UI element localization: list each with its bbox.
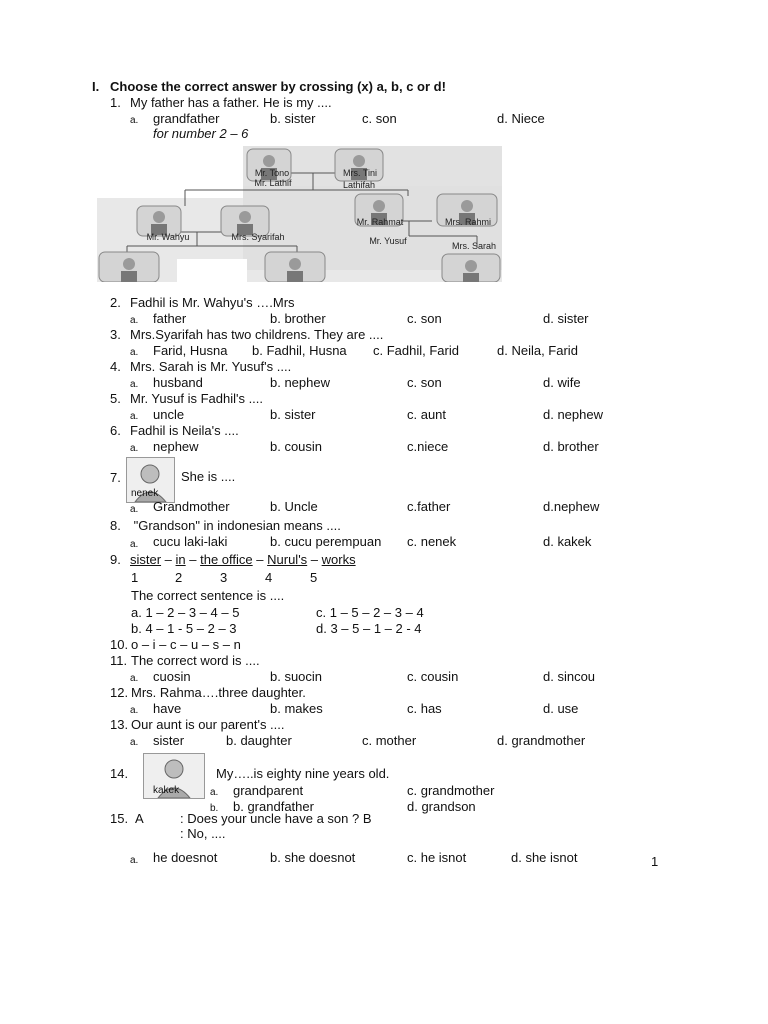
label-mrs-sarah: Mrs. Sarah [451,241,496,251]
q6-option-b: b. cousin [270,439,323,454]
label-lathifah: Lathifah [342,180,376,190]
q15-option-d: d. she isnot [511,850,578,865]
q9-option-a: a. 1 – 2 – 3 – 4 – 5 [131,605,240,620]
q9-option-d: d. 3 – 5 – 1 – 2 - 4 [316,621,422,636]
q9-word-4: Nurul's [267,552,308,567]
question-3-number: 3. [110,327,121,342]
q12-option-d: d. use [543,701,579,716]
q5-option-d: d. nephew [543,407,603,422]
question-2-number: 2. [110,295,121,310]
q12-option-a-letter: a. [130,705,139,716]
grandmother-picture [126,457,175,503]
q13-option-d: d. grandmother [497,733,586,748]
question-5-text: Mr. Yusuf is Fadhil's .... [130,391,264,406]
q14-option-a-letter: a. [210,787,219,798]
question-9-words: sister – in – the office – Nurul's – works [130,552,356,567]
question-7-text: She is .... [181,469,236,484]
q14-option-a: grandparent [233,783,304,798]
q15-option-a-letter: a. [130,855,139,866]
label-mr-wahyu: Mr. Wahyu [146,232,190,242]
page-number: 1 [651,854,659,869]
question-6-number: 6. [110,423,121,438]
q15-speaker-a: A [135,811,144,826]
tree-note: for number 2 – 6 [153,126,249,141]
q13-option-a: sister [153,733,185,748]
section-instruction: Choose the correct answer by crossing (x) a, b, c or d! [110,79,446,94]
q15-option-a: he doesnot [153,850,218,865]
q5-option-b: b. sister [270,407,316,422]
q11-option-b: b. suocin [270,669,323,684]
q9-word-3: the office [200,552,253,567]
q8-option-b: b. cucu perempuan [270,534,382,549]
q9-option-c: c. 1 – 5 – 2 – 3 – 4 [316,605,424,620]
q11-option-a: cuosin [153,669,191,684]
q5-option-a: uncle [153,407,185,422]
question-8-number: 8. [110,518,121,533]
q9-number-3: 3 [220,570,228,585]
q9-word-2: in [175,552,186,567]
q3-option-b: b. Fadhil, Husna [252,343,347,358]
q4-option-a: husband [153,375,203,390]
q8-option-a-letter: a. [130,539,139,550]
q11-option-a-letter: a. [130,673,139,684]
question-4-text: Mrs. Sarah is Mr. Yusuf's .... [130,359,292,374]
q12-option-a: have [153,701,182,716]
question-6-text: Fadhil is Neila's .... [130,423,239,438]
question-5-number: 5. [110,391,121,406]
q15-line-a: : Does your uncle have a son ? B [180,811,372,826]
q4-option-c: c. son [407,375,442,390]
q6-option-a-letter: a. [130,443,139,454]
label-mr-lathif: Mr. Lathif [254,178,292,188]
q1-option-d: d. Niece [497,111,545,126]
q8-option-a: cucu laki-laki [153,534,228,549]
q2-option-d: d. sister [543,311,589,326]
q1-option-c: c. son [362,111,397,126]
q13-option-a-letter: a. [130,737,139,748]
q15-option-c: c. he isnot [407,850,467,865]
question-10-number: 10. [110,637,129,652]
q3-option-c: c. Fadhil, Farid [373,343,459,358]
question-14-text: My…..is eighty nine years old. [216,766,390,781]
q14-option-c: c. grandmother [407,783,495,798]
question-13-number: 13. [110,717,129,732]
q9-option-b: b. 4 – 1 - 5 – 2 – 3 [131,621,237,636]
family-tree-svg [97,146,502,282]
q9-word-5: works [321,552,356,567]
q2-option-b: b. brother [270,311,326,326]
q7-option-c: c.father [407,499,451,514]
q5-option-c: c. aunt [407,407,447,422]
family-tree-image [97,146,502,282]
q3-option-a: Farid, Husna [153,343,228,358]
question-15-number: 15. [110,811,129,826]
q9-word-1: sister [130,552,162,567]
q11-option-d: d. sincou [543,669,596,684]
q13-option-c: c. mother [362,733,417,748]
q1-option-a: grandfather [153,111,220,126]
q1-option-a-letter: a. [130,115,139,126]
question-10-text: o – i – c – u – s – n [131,637,241,652]
question-8-text: "Grandson" in indonesian means .... [130,518,341,533]
q9-number-5: 5 [310,570,318,585]
question-1-number: 1. [110,95,121,110]
grandfather-picture [143,753,205,799]
q2-option-c: c. son [407,311,442,326]
q8-option-c: c. nenek [407,534,457,549]
q13-option-b: b. daughter [226,733,292,748]
q4-option-b: b. nephew [270,375,330,390]
question-9-number: 9. [110,552,121,567]
label-mrs-syarifah: Mrs. Syarifah [231,232,285,242]
q4-option-a-letter: a. [130,379,139,390]
q14-option-b: b. grandfather [233,799,314,814]
q6-option-d: d. brother [543,439,599,454]
q9-number-1: 1 [131,570,139,585]
q7-option-a: Grandmother [153,499,230,514]
q2-option-a-letter: a. [130,315,139,326]
q14-option-d: d. grandson [407,799,476,814]
question-14-number: 14. [110,766,129,781]
question-12-text: Mrs. Rahma….three daughter. [131,685,306,700]
question-2-text: Fadhil is Mr. Wahyu's ….Mrs [130,295,295,310]
q8-option-d: d. kakek [543,534,592,549]
q1-option-b: b. sister [270,111,316,126]
question-11-text: The correct word is .... [131,653,260,668]
q7-option-a-letter: a. [130,504,139,515]
q6-option-c: c.niece [407,439,449,454]
q7-option-d: d.nephew [543,499,600,514]
q7-option-b: b. Uncle [270,499,318,514]
q3-option-d: d. Neila, Farid [497,343,578,358]
q15-option-b: b. she doesnot [270,850,356,865]
question-11-number: 11. [110,653,128,668]
q12-option-c: c. has [407,701,442,716]
label-mrs-rahmi: Mrs. Rahmi [444,217,491,227]
question-12-number: 12. [110,685,129,700]
grandmother-caption: nenek [131,488,159,499]
label-mr-rahmat: Mr. Rahmat [356,217,404,227]
q11-option-c: c. cousin [407,669,459,684]
section-numeral: I. [92,79,100,94]
label-mr-tono: Mr. Tono [254,168,290,178]
q9-number-2: 2 [175,570,183,585]
q9-prompt: The correct sentence is .... [131,588,285,603]
q4-option-d: d. wife [543,375,581,390]
question-13-text: Our aunt is our parent's .... [131,717,285,732]
q5-option-a-letter: a. [130,411,139,422]
question-4-number: 4. [110,359,121,374]
grandfather-caption: kakek [153,785,180,796]
q14-option-b-letter: b. [210,803,219,814]
q12-option-b: b. makes [270,701,323,716]
label-mrs-tini: Mrs. Tini [342,168,377,178]
label-mr-yusuf: Mr. Yusuf [369,236,407,246]
q15-line-b: : No, .... [180,826,226,841]
question-3-text: Mrs.Syarifah has two childrens. They are .... [130,327,384,342]
q2-option-a: father [153,311,187,326]
q6-option-a: nephew [153,439,199,454]
question-7-number: 7. [110,470,121,485]
q9-number-4: 4 [265,570,273,585]
question-1-text: My father has a father. He is my .... [130,95,332,110]
q3-option-a-letter: a. [130,347,139,358]
